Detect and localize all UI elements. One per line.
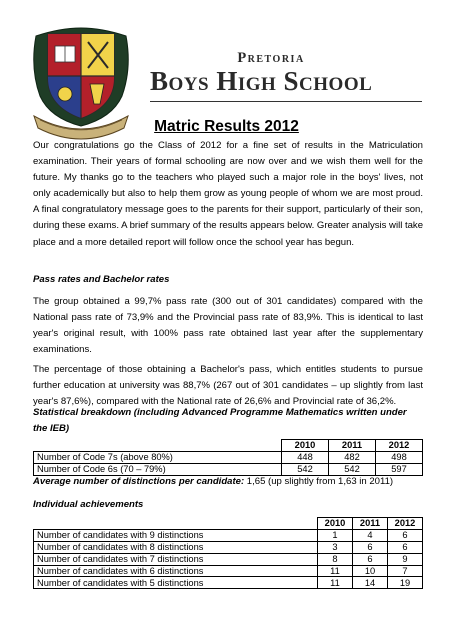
cell-value: 11 [318,565,353,577]
cell-value: 19 [388,577,423,589]
table-row [34,541,423,553]
cell-value: 482 [329,451,376,463]
year-header: 2010 [318,518,353,530]
school-name-main: Boys High School [150,66,373,96]
average-distinctions-value: 1,65 (up slightly from 1,63 in 2011) [244,476,394,487]
pass-rates-heading: Pass rates and Bachelor rates [33,274,170,285]
cell-value: 498 [376,451,423,463]
cell-value: 7 [388,565,423,577]
year-header: 2012 [388,518,423,530]
cell-value: 1 [318,529,353,541]
cell-value: 542 [282,463,329,475]
year-header: 2012 [376,440,423,452]
row-label: Number of candidates with 5 distinctions [34,577,318,589]
individual-achievements-table [33,517,423,589]
year-header: 2011 [353,518,388,530]
cell-value: 3 [318,541,353,553]
table-header-row [34,518,423,530]
statistical-table [33,439,423,476]
intro-paragraph: Our congratulations go the Class of 2012 for a fine set of results in the Matriculation examination. Their years of formal schooling are now over and we wish them well for the future. My thanks go to the teachers who played such a major role in the boys' lives, not only academically but also to help them grow as young people of whom we are most proud. A final congratulatory message goes to the parents for their support, particularly of their son, during these exams. A brief summary of the results appears below. Greater analysis will take place and a more detailed report will follow once the school year has begun. [33,140,424,248]
table-row [34,565,423,577]
table-header-row [34,440,423,452]
bachelor-paragraph: The percentage of those obtaining a Bachelor's pass, which entitles students to pursue further education at university was 88,7% (267 out of 301 candidates – up slightly from last year's 87,6%), compared with the National rate of 26,6% and Provincial rate of 36,2%. [33,364,423,408]
row-label: Number of candidates with 7 distinctions [34,553,318,565]
cell-value: 14 [353,577,388,589]
individual-achievements-heading: Individual achievements [33,499,144,510]
cell-value: 6 [388,529,423,541]
statistical-breakdown-heading: Statistical breakdown (including Advanced Programme Mathematics written under the IEB) [33,407,407,434]
page-title: Matric Results 2012 [154,118,299,135]
average-distinctions-label: Average number of distinctions per candidate: [33,476,245,487]
cell-value: 10 [353,565,388,577]
row-label: Number of candidates with 8 distinctions [34,541,318,553]
cell-value: 8 [318,553,353,565]
table-row [34,529,423,541]
row-label: Number of candidates with 6 distinctions [34,565,318,577]
cell-value: 4 [353,529,388,541]
cell-value: 448 [282,451,329,463]
cell-value: 597 [376,463,423,475]
table-row [34,451,423,463]
school-name-top: Pretoria [237,50,305,66]
year-header: 2010 [282,440,329,452]
average-distinctions [33,474,423,490]
row-label: Number of candidates with 9 distinctions [34,529,318,541]
cell-value: 542 [329,463,376,475]
header-rule [150,101,422,102]
cell-value: 11 [318,577,353,589]
cell-value: 6 [353,541,388,553]
row-label: Number of Code 7s (above 80%) [34,451,282,463]
year-header: 2011 [329,440,376,452]
cell-value: 9 [388,553,423,565]
pass-rates-paragraph: The group obtained a 99,7% pass rate (300 out of 301 candidates) compared with the National pass rate of 73,9% and the Provincial pass rate of 83,9%. This is identical to last year's original result, with 100% pass rate obtained last year after the supplementary examinations. [33,296,423,356]
table-row [34,553,423,565]
cell-value: 6 [388,541,423,553]
table-row [34,577,423,589]
cell-value: 6 [353,553,388,565]
row-label: Number of Code 6s (70 – 79%) [34,463,282,475]
